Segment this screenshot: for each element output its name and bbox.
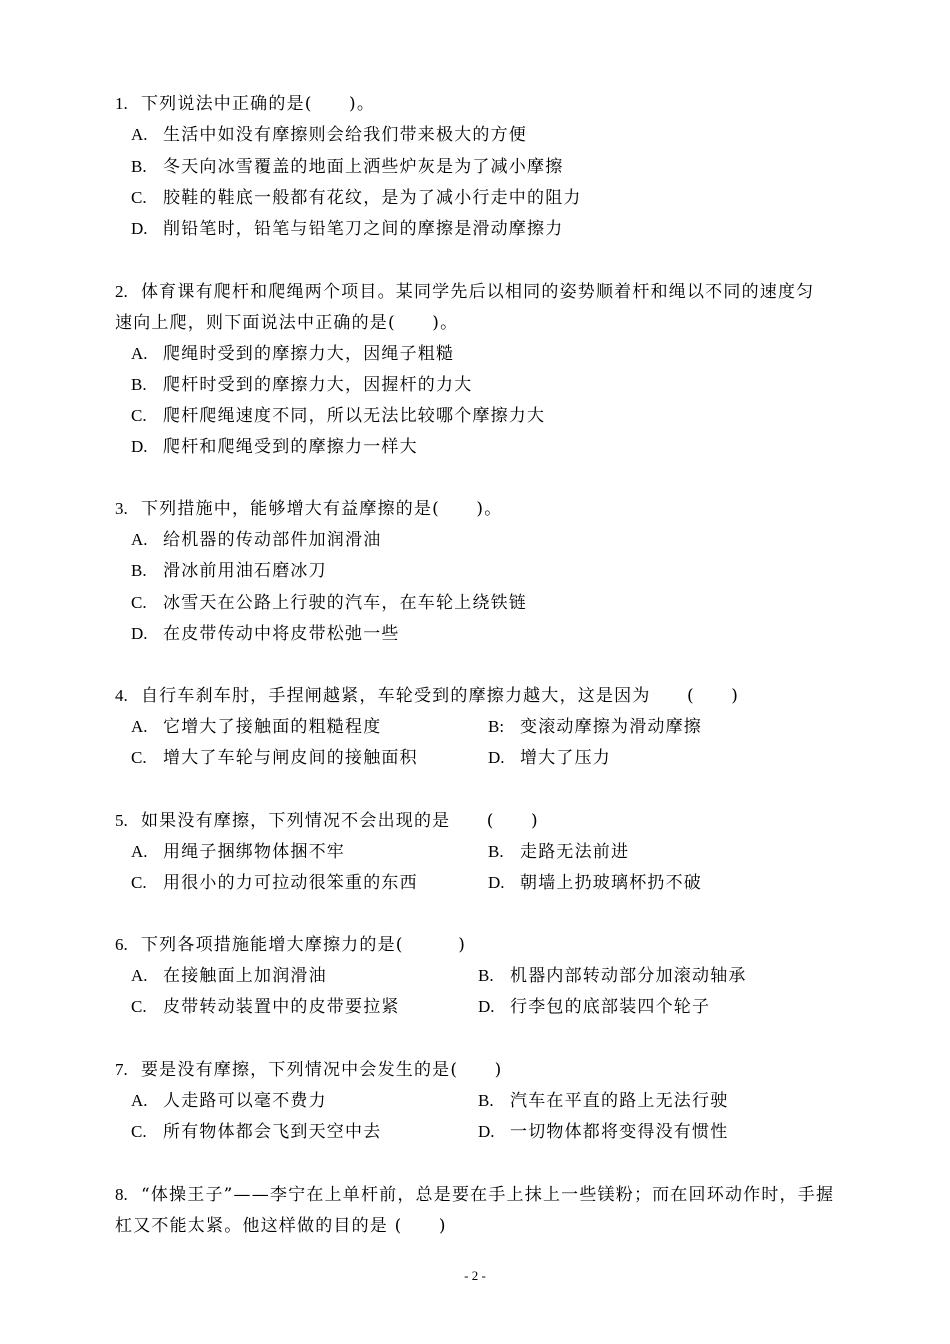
question-8 — [115, 1184, 834, 1206]
option-text: 用很小的力可拉动很笨重的东西 — [163, 873, 418, 893]
question-8-line2 — [115, 1215, 447, 1237]
question-2-line2 — [115, 312, 458, 334]
option-6d — [478, 996, 710, 1018]
option-label: A. — [131, 125, 148, 144]
option-2c — [131, 405, 545, 427]
option-text: 用绳子捆绑物体捆不牢 — [163, 842, 345, 862]
option-text: 爬杆时受到的摩擦力大，因握杆的力大 — [163, 375, 473, 395]
option-text: 增大了压力 — [520, 748, 611, 768]
option-label: C. — [131, 997, 147, 1016]
question-5 — [115, 810, 539, 832]
question-text: 下列各项措施能增大摩擦力的是( ) — [140, 935, 467, 955]
option-text: 爬杆和爬绳受到的摩擦力一样大 — [163, 437, 418, 457]
option-text: 爬杆爬绳速度不同，所以无法比较哪个摩擦力大 — [163, 406, 546, 426]
option-5b — [488, 841, 629, 863]
question-text: 下列措施中，能够增大有益摩擦的是( )。 — [140, 499, 503, 519]
option-label: C. — [131, 748, 147, 767]
option-5d — [488, 872, 702, 894]
question-text: 如果没有摩擦，下列情况不会出现的是 ( ) — [140, 811, 539, 831]
question-text: 体育课有爬杆和爬绳两个项目。某同学先后以相同的姿势顺着杆和绳以不同的速度匀 — [140, 282, 815, 302]
option-label: D. — [131, 219, 148, 238]
option-7c — [131, 1121, 381, 1143]
option-label: B. — [478, 966, 494, 985]
option-text: 汽车在平直的路上无法行驶 — [510, 1091, 729, 1111]
option-3d — [131, 623, 400, 645]
question-number: 3. — [115, 499, 128, 518]
option-label: C. — [131, 1122, 147, 1141]
question-number: 7. — [115, 1060, 128, 1079]
option-label: D. — [488, 873, 505, 892]
option-label: D. — [478, 997, 495, 1016]
option-label: A. — [131, 842, 148, 861]
question-6 — [115, 934, 466, 956]
option-6c — [131, 996, 400, 1018]
question-number: 5. — [115, 811, 128, 830]
option-label: D. — [478, 1122, 495, 1141]
option-label: C. — [131, 406, 147, 425]
question-number: 8. — [115, 1185, 128, 1204]
option-2a — [131, 343, 454, 365]
option-5c — [131, 872, 418, 894]
option-text: 所有物体都会飞到天空中去 — [163, 1122, 382, 1142]
option-1c — [131, 187, 582, 209]
option-text: 行李包的底部装四个轮子 — [510, 997, 711, 1017]
option-label: D. — [131, 437, 148, 456]
option-4c — [131, 747, 418, 769]
option-1a — [131, 124, 527, 146]
question-text: 要是没有摩擦，下列情况中会发生的是( ) — [140, 1060, 503, 1080]
option-label: A. — [131, 1091, 148, 1110]
option-label: B: — [488, 717, 505, 736]
option-text: 增大了车轮与闸皮间的接触面积 — [163, 748, 418, 768]
question-text: 下列说法中正确的是( )。 — [140, 94, 376, 114]
option-1b — [131, 156, 563, 178]
option-text: 变滚动摩擦为滑动摩擦 — [520, 717, 702, 737]
question-number: 2. — [115, 282, 128, 301]
option-label: A. — [131, 966, 148, 985]
option-text: 它增大了接触面的粗糙程度 — [163, 717, 382, 737]
question-3 — [115, 498, 502, 520]
option-3c — [131, 592, 527, 614]
option-text: 滑冰前用油石磨冰刀 — [163, 561, 327, 581]
option-text: 朝墙上扔玻璃杯扔不破 — [520, 873, 702, 893]
option-text: 在皮带传动中将皮带松弛一些 — [163, 624, 400, 644]
option-text: 胶鞋的鞋底一般都有花纹，是为了减小行走中的阻力 — [163, 188, 582, 208]
option-text: 人走路可以毫不费力 — [163, 1091, 327, 1111]
option-text: 冰雪天在公路上行驶的汽车，在车轮上绕铁链 — [163, 593, 527, 613]
option-4b — [488, 716, 702, 738]
option-text: 在接触面上加润滑油 — [163, 966, 327, 986]
option-label: D. — [488, 748, 505, 767]
option-text: 生活中如没有摩擦则会给我们带来极大的方便 — [163, 125, 527, 145]
option-3a — [131, 529, 381, 551]
option-7b — [478, 1090, 728, 1112]
option-label: D. — [131, 624, 148, 643]
option-7d — [478, 1121, 728, 1143]
option-label: C. — [131, 188, 147, 207]
page-number: - 2 - — [464, 1268, 486, 1283]
option-label: C. — [131, 593, 147, 612]
option-1d — [131, 218, 563, 240]
option-3b — [131, 560, 327, 582]
question-number: 4. — [115, 686, 128, 705]
question-text: 自行车刹车肘，手捏闸越紧，车轮受到的摩擦力越大，这是因为 ( ) — [140, 686, 740, 706]
question-number: 1. — [115, 94, 128, 113]
question-1 — [115, 93, 375, 115]
option-4a — [131, 716, 381, 738]
option-5a — [131, 841, 345, 863]
option-label: A. — [131, 717, 148, 736]
option-label: B. — [488, 842, 504, 861]
option-text: 走路无法前进 — [520, 842, 630, 862]
option-label: B. — [478, 1091, 494, 1110]
option-text: 冬天向冰雪覆盖的地面上洒些炉灰是为了减小摩擦 — [163, 157, 564, 177]
option-label: A. — [131, 344, 148, 363]
question-7 — [115, 1059, 502, 1081]
option-text: 机器内部转动部分加滚动轴承 — [510, 966, 747, 986]
option-2b — [131, 374, 472, 396]
option-6a — [131, 965, 327, 987]
option-text: 皮带转动装置中的皮带要拉紧 — [163, 997, 400, 1017]
question-text: “体操王子”——李宁在上单杆前，总是要在手上抹上一些镁粉；而在回环动作时，手握 — [140, 1185, 835, 1205]
question-text-continued: 速向上爬，则下面说法中正确的是( )。 — [115, 313, 459, 333]
option-label: B. — [131, 157, 147, 176]
option-label: C. — [131, 873, 147, 892]
option-text: 削铅笔时，铅笔与铅笔刀之间的摩擦是滑动摩擦力 — [163, 219, 564, 239]
question-2 — [115, 281, 814, 303]
option-6b — [478, 965, 747, 987]
option-text: 爬绳时受到的摩擦力大，因绳子粗糙 — [163, 344, 455, 364]
option-2d — [131, 436, 418, 458]
question-4 — [115, 685, 739, 707]
option-7a — [131, 1090, 327, 1112]
option-label: B. — [131, 561, 147, 580]
option-label: B. — [131, 375, 147, 394]
option-text: 给机器的传动部件加润滑油 — [163, 530, 382, 550]
question-text-continued: 杠又不能太紧。他这样做的目的是 ( ) — [115, 1216, 447, 1236]
option-text: 一切物体都将变得没有惯性 — [510, 1122, 729, 1142]
option-4d — [488, 747, 611, 769]
option-label: A. — [131, 530, 148, 549]
question-number: 6. — [115, 935, 128, 954]
